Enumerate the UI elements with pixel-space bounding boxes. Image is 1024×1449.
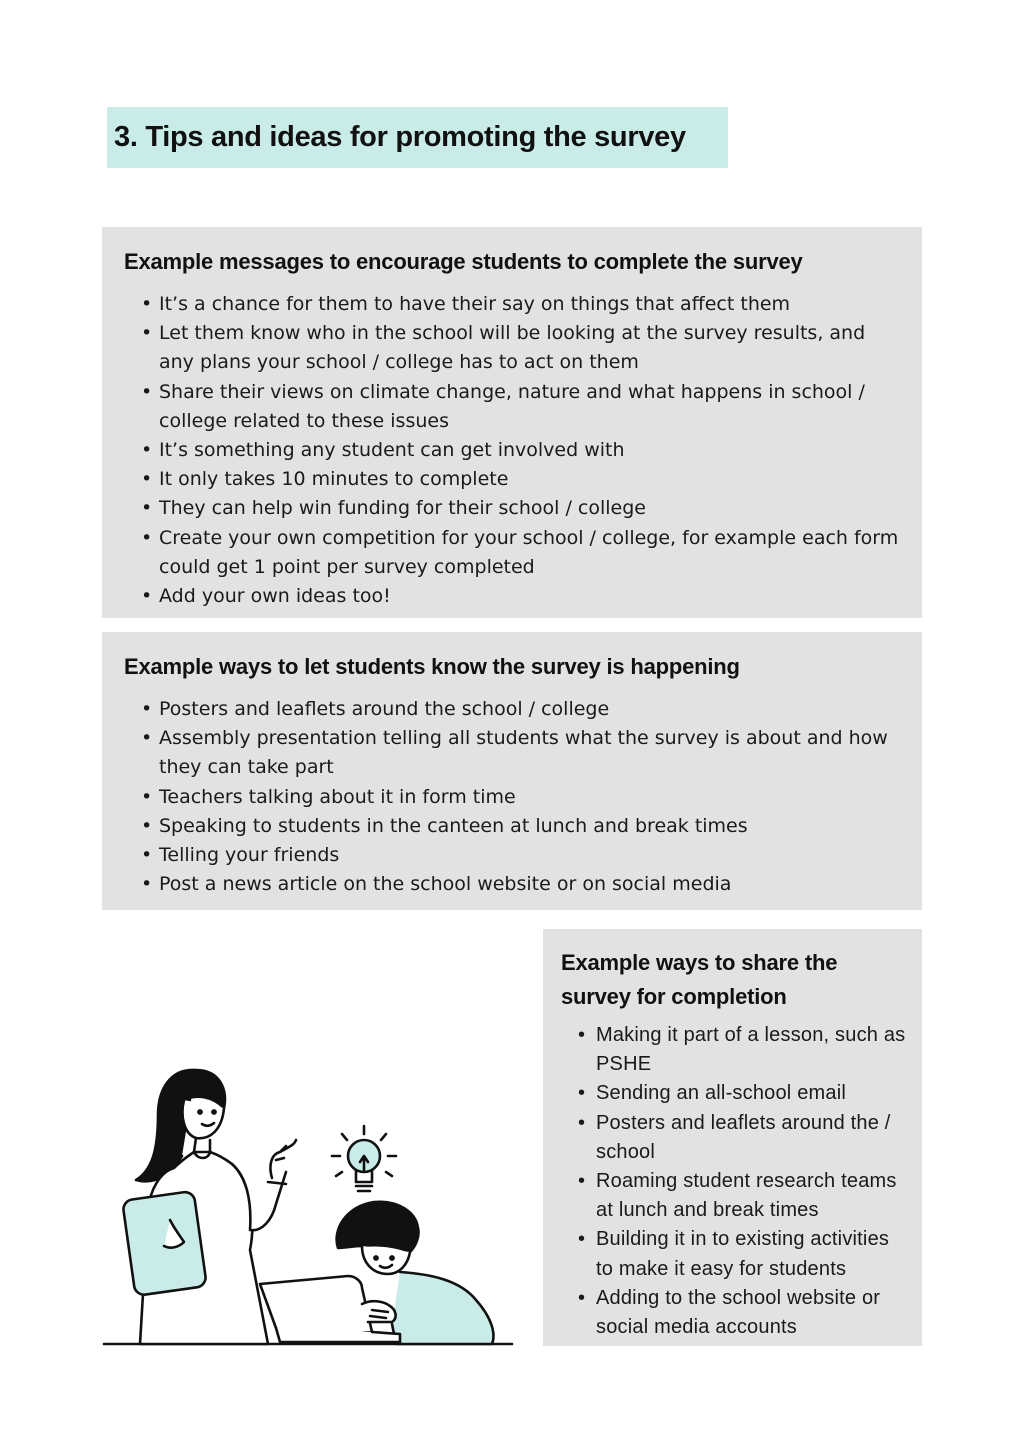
teacher-student-illustration bbox=[100, 1060, 520, 1355]
messages-list bbox=[141, 290, 900, 611]
list-item: • Share their views on climate change, nature and what happens in school / college related to these issues bbox=[141, 378, 900, 436]
list-item: • Adding to the school website or social media accounts bbox=[578, 1284, 908, 1342]
page-title: 3. Tips and ideas for promoting the survey bbox=[114, 121, 686, 153]
list-item: • Post a news article on the school website or on social media bbox=[141, 870, 900, 899]
teacher-neck bbox=[194, 1138, 210, 1152]
list-item: • It’s something any student can get involved with bbox=[141, 436, 900, 465]
list-item: • It’s a chance for them to have their say on things that affect them bbox=[141, 290, 900, 319]
list-item: • They can help win funding for their school / college bbox=[141, 494, 900, 523]
list-item: • Add your own ideas too! bbox=[141, 582, 900, 611]
teacher-face bbox=[183, 1100, 225, 1138]
messages-panel-title: Example messages to encourage students to complete the survey bbox=[124, 249, 803, 274]
student-hair bbox=[337, 1202, 419, 1252]
list-item: • Create your own competition for your school / college, for example each form could get 1 point per survey completed bbox=[141, 524, 900, 582]
list-item: • Building it in to existing activities to make it easy for students bbox=[578, 1225, 908, 1283]
lightbulb-icon bbox=[332, 1126, 396, 1191]
share-panel-title: Example ways to share the survey for completion bbox=[561, 950, 838, 1009]
ways-panel bbox=[102, 632, 922, 910]
ways-panel-title: Example ways to let students know the survey is happening bbox=[124, 654, 740, 679]
list-item: • Telling your friends bbox=[141, 841, 900, 870]
section-heading-banner bbox=[107, 107, 728, 168]
ways-list bbox=[141, 695, 900, 899]
list-item: • Let them know who in the school will be looking at the survey results, and any plans your school / college has to act on them bbox=[141, 319, 900, 377]
student-eye bbox=[390, 1256, 393, 1259]
list-item: • Teachers talking about it in form time bbox=[141, 783, 900, 812]
list-item: • Posters and leaflets around the school / college bbox=[141, 695, 900, 724]
share-panel bbox=[543, 929, 922, 1346]
teacher-eye bbox=[212, 1110, 215, 1113]
student-shirt bbox=[392, 1272, 493, 1344]
tablet bbox=[122, 1191, 207, 1296]
list-item: • Making it part of a lesson, such as PSHE bbox=[578, 1021, 908, 1079]
messages-panel bbox=[102, 227, 922, 618]
teacher-eye bbox=[198, 1110, 201, 1113]
list-item: • Speaking to students in the canteen at lunch and break times bbox=[141, 812, 900, 841]
list-item: • Sending an all-school email bbox=[578, 1079, 908, 1108]
list-item: • Posters and leaflets around the / school bbox=[578, 1109, 908, 1167]
list-item: • Assembly presentation telling all students what the survey is about and how they can take part bbox=[141, 724, 900, 782]
share-list bbox=[578, 1021, 908, 1342]
list-item: • Roaming student research teams at lunch and break times bbox=[578, 1167, 908, 1225]
student-eye bbox=[374, 1256, 377, 1259]
list-item: • It only takes 10 minutes to complete bbox=[141, 465, 900, 494]
